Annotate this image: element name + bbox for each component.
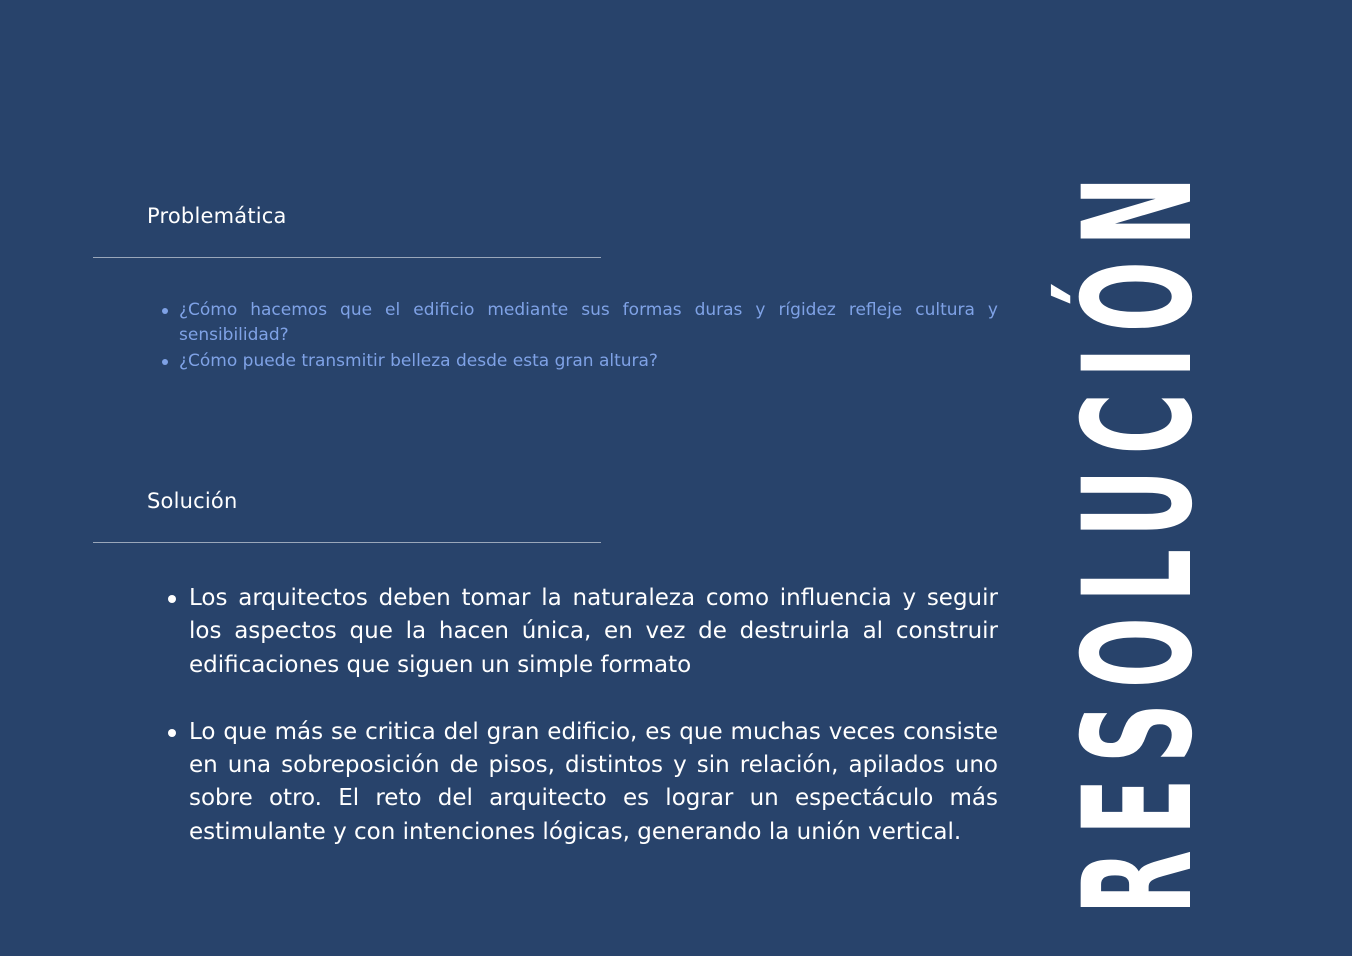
problematica-list xyxy=(179,298,998,375)
solucion-item: Los arquitectos deben tomar la naturaleza como influencia y seguir los aspectos que la hacen única, en vez de destruirla al construir edificaciones que siguen un simple formato xyxy=(189,582,998,682)
problematica-item: ¿Cómo hacemos que el edificio mediante sus formas duras y rígidez refleje cultura y sensibilidad? xyxy=(179,298,998,348)
solucion-heading: Solución xyxy=(147,489,238,513)
problematica-divider xyxy=(93,257,601,258)
solucion-item: Lo que más se critica del gran edificio, es que muchas veces consiste en una sobreposición de pisos, distintos y sin relación, apilados uno sobre otro. El reto del arquitecto es lograr un espectáculo más estimulante y con intenciones lógicas, generando la unión vertical. xyxy=(189,716,998,849)
problematica-item: ¿Cómo puede transmitir belleza desde esta gran altura? xyxy=(179,349,998,374)
solucion-list xyxy=(189,582,998,883)
problematica-heading: Problemática xyxy=(147,204,287,228)
solucion-divider xyxy=(93,542,601,543)
resolucion-vertical-title: RESOLUCIÓN xyxy=(1052,161,1226,915)
